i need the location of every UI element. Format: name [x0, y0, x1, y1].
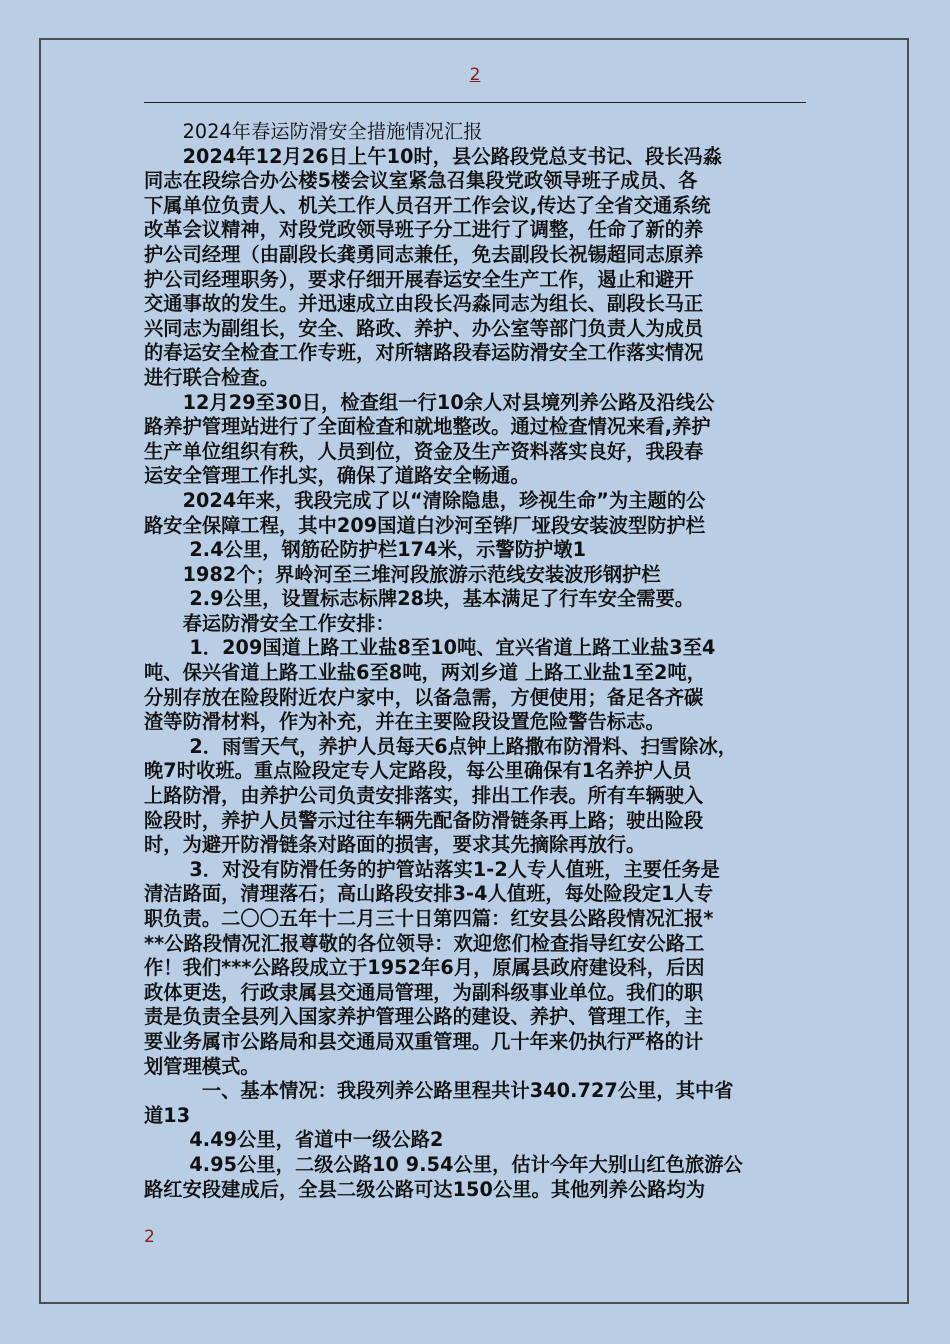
text-line: 上路防滑，由养护公司负责安排落实，排出工作表。所有车辆驶入 [144, 784, 704, 808]
text-line: 作！我们***公路段成立于1952年6月，原属县政府建设科，后因 [144, 956, 705, 980]
document-title: 2024年春运防滑安全措施情况汇报 [144, 120, 483, 143]
text-line: 一、基本情况：我段列养公路里程共计340.727公里，其中省 [144, 1079, 734, 1103]
text-line: 职负责。二〇〇五年十二月三十日第四篇：红安县公路段情况汇报* [144, 907, 714, 930]
text-line: 吨、保兴省道上路工业盐6至8吨，两刘乡道 上路工业盐1至2吨， [144, 661, 707, 685]
text-line: 1．209国道上路工业盐8至10吨、宜兴省道上路工业盐3至4 [144, 636, 716, 660]
text-line: 路养护管理站进行了全面检查和就地整改。通过检查情况来看,养护 [144, 415, 711, 439]
header-page-number: 2 [469, 65, 481, 85]
text-line: 交通事故的发生。并迅速成立由段长冯淼同志为组长、副段长马正 [144, 292, 704, 316]
text-line: 下属单位负责人、机关工作人员召开工作会议,传达了全省交通系统 [144, 193, 711, 217]
text-line: 路安全保障工程，其中209国道白沙河至铧厂垭段安装波型防护栏 [144, 513, 706, 537]
text-line: 运安全管理工作扎实，确保了道路安全畅通。 [144, 464, 530, 488]
text-line: 4.95公里，二级公路10 9.54公里，估计今年大别山红色旅游公 [144, 1152, 743, 1176]
text-line: 2．雨雪天气，养护人员每天6点钟上路撒布防滑料、扫雪除冰， [144, 734, 738, 758]
text-line: 同志在段综合办公楼5楼会议室紧急召集段党政领导班子成员、各 [144, 169, 698, 193]
text-line: 路红安段建成后，全县二级公路可达150公里。其他列养公路均为 [144, 1177, 706, 1201]
text-line: 渣等防滑材料，作为补充，并在主要险段设置危险警告标志。 [144, 710, 665, 734]
text-line: 2024年来，我段完成了以“清除隐患，珍视生命”为主题的公 [144, 488, 706, 512]
text-line: 1982个；界岭河至三堆河段旅游示范线安装波形钢护栏 [144, 562, 661, 586]
text-line: 险段时，养护人员警示过往车辆先配备防滑链条再上路；驶出险段 [144, 808, 704, 832]
text-line: 要业务属市公路局和县交通局双重管理。几十年来仍执行严格的计 [144, 1029, 704, 1053]
text-line: 兴同志为副组长，安全、路政、养护、办公室等部门负责人为成员 [144, 316, 704, 340]
text-line: 2.4公里，钢筋砼防护栏174米，示警防护墩1 [144, 538, 587, 562]
text-line: 12月29至30日，检查组一行10余人对县境列养公路及沿线公 [144, 390, 715, 414]
text-line: 生产单位组织有秩，人员到位，资金及生产资料落实良好，我段春 [144, 439, 704, 463]
text-line: 3．对没有防滑任务的护管站落实1-2人专人值班，主要任务是 [144, 857, 720, 881]
text-line: 护公司经理（由副段长龚勇同志兼任，免去副段长祝锡超同志原养 [144, 242, 704, 266]
text-line: 的春运安全检查工作专班，对所辖路段春运防滑安全工作落实情况 [144, 341, 704, 365]
text-line: 道13 [144, 1103, 191, 1127]
text-line: **公路段情况汇报尊敬的各位领导：欢迎您们检查指导红安公路工 [144, 931, 705, 955]
text-line: 春运防滑安全工作安排： [144, 611, 395, 635]
text-line: 划管理模式。 [144, 1054, 260, 1078]
text-line: 进行联合检查。 [144, 365, 280, 389]
text-line: 分别存放在险段附近农户家中，以备急需，方便使用；备足各齐碳 [144, 685, 704, 709]
text-line: 护公司经理职务），要求仔细开展春运安全生产工作，遏止和避开 [144, 267, 694, 291]
header-rule [144, 102, 806, 103]
text-line: 2.9公里，设置标志标牌28块，基本满足了行车安全需要。 [144, 587, 695, 611]
text-line: 责是负责全县列入国家养护管理公路的建设、养护、管理工作，主 [144, 1005, 704, 1029]
text-line: 清洁路面，清理落石；高山路段安排3-4人值班，每处险段定1人专 [144, 882, 714, 906]
text-line: 政体更迭，行政隶属县交通局管理，为副科级事业单位。我们的职 [144, 980, 704, 1004]
footer-page-number: 2 [144, 1227, 155, 1247]
text-line: 4.49公里，省道中一级公路2 [144, 1128, 444, 1152]
text-line: 改革会议精神，对段党政领导班子分工进行了调整，任命了新的养 [144, 218, 704, 242]
text-line: 晚7时收班。重点险段定专人定路段，每公里确保有1名养护人员 [144, 759, 692, 783]
document-body [144, 120, 812, 1202]
text-line: 2024年12月26日上午10时，县公路段党总支书记、段长冯淼 [144, 144, 723, 168]
text-line: 时，为避开防滑链条对路面的损害，要求其先摘除再放行。 [144, 833, 646, 857]
